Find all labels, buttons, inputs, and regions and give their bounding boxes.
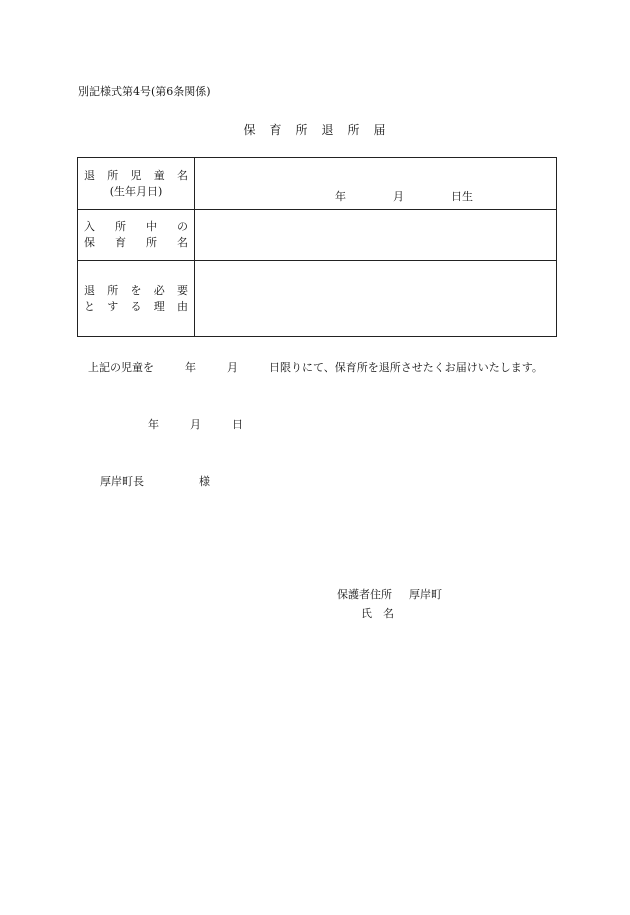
label-char: 由 [177,299,188,313]
label-char: 名 [177,168,188,182]
document-title [0,124,630,136]
guardian-address-value: 厚岸町 [409,588,442,601]
label-char: 児 [130,168,142,182]
nursery-name-field[interactable] [195,210,557,261]
label-char: と [84,299,95,313]
document-title-text: 保 育 所 退 所 届 [243,123,387,137]
label-char: 名 [177,236,188,249]
label-char: る [130,299,142,313]
guardian-address-label: 保護者住所 [337,588,392,601]
nursery-name-label-line2 [78,235,194,251]
declaration-text [88,362,543,373]
label-char: 入 [84,220,95,233]
label-char: 中 [146,220,157,233]
label-char: 保 [84,236,95,249]
addressee-honorific: 様 [199,475,210,488]
label-char: 童 [153,168,165,182]
child-name-field[interactable] [195,158,557,210]
date-year-label: 年 [148,418,159,431]
child-name-label [78,158,195,210]
label-char: 退 [84,283,95,297]
reason-label [78,261,195,337]
guardian-name-label: 氏 名 [361,607,394,620]
label-char: 所 [115,220,126,233]
addressee-name: 厚岸町長 [100,475,144,488]
child-name-row [78,158,557,210]
reason-label-line1 [78,283,194,299]
label-char: 退 [84,168,95,182]
label-char: 必 [153,283,165,297]
label-char: 育 [115,236,126,249]
declaration-year-label: 年 [185,361,196,374]
nursery-name-label-line1 [78,219,194,235]
withdrawal-form-table [77,157,557,337]
reason-label-line2 [78,299,194,315]
label-char: 所 [107,168,119,182]
declaration-part1: 上記の児童を [88,361,154,374]
label-char: 所 [107,283,119,297]
dob-month-label: 月 [393,190,404,203]
label-char: の [177,220,188,233]
declaration-part2: 日限りにて、保育所を退所させたくお届けいたします。 [269,361,543,374]
declaration-month-label: 月 [227,361,238,374]
label-char: を [130,283,142,297]
child-name-label-line1 [78,168,194,184]
dob-day-label: 日生 [451,190,473,203]
form-number: 別記様式第4号(第6条関係) [78,85,211,98]
label-char: 要 [177,283,188,297]
nursery-name-label [78,210,195,261]
birthdate-label: (生年月日) [109,184,163,198]
addressee [100,476,210,487]
reason-field[interactable] [195,261,557,337]
submission-date [148,419,243,430]
date-month-label: 月 [190,418,201,431]
birthdate-field [335,188,473,204]
reason-row [78,261,557,337]
date-day-label: 日 [232,418,243,431]
label-char: 所 [146,236,157,249]
child-name-label-line2 [78,184,194,200]
label-char: 理 [153,299,165,313]
guardian-address [337,589,442,600]
label-char: す [107,299,119,313]
nursery-name-row [78,210,557,261]
guardian-name [361,608,394,619]
dob-year-label: 年 [335,190,346,203]
